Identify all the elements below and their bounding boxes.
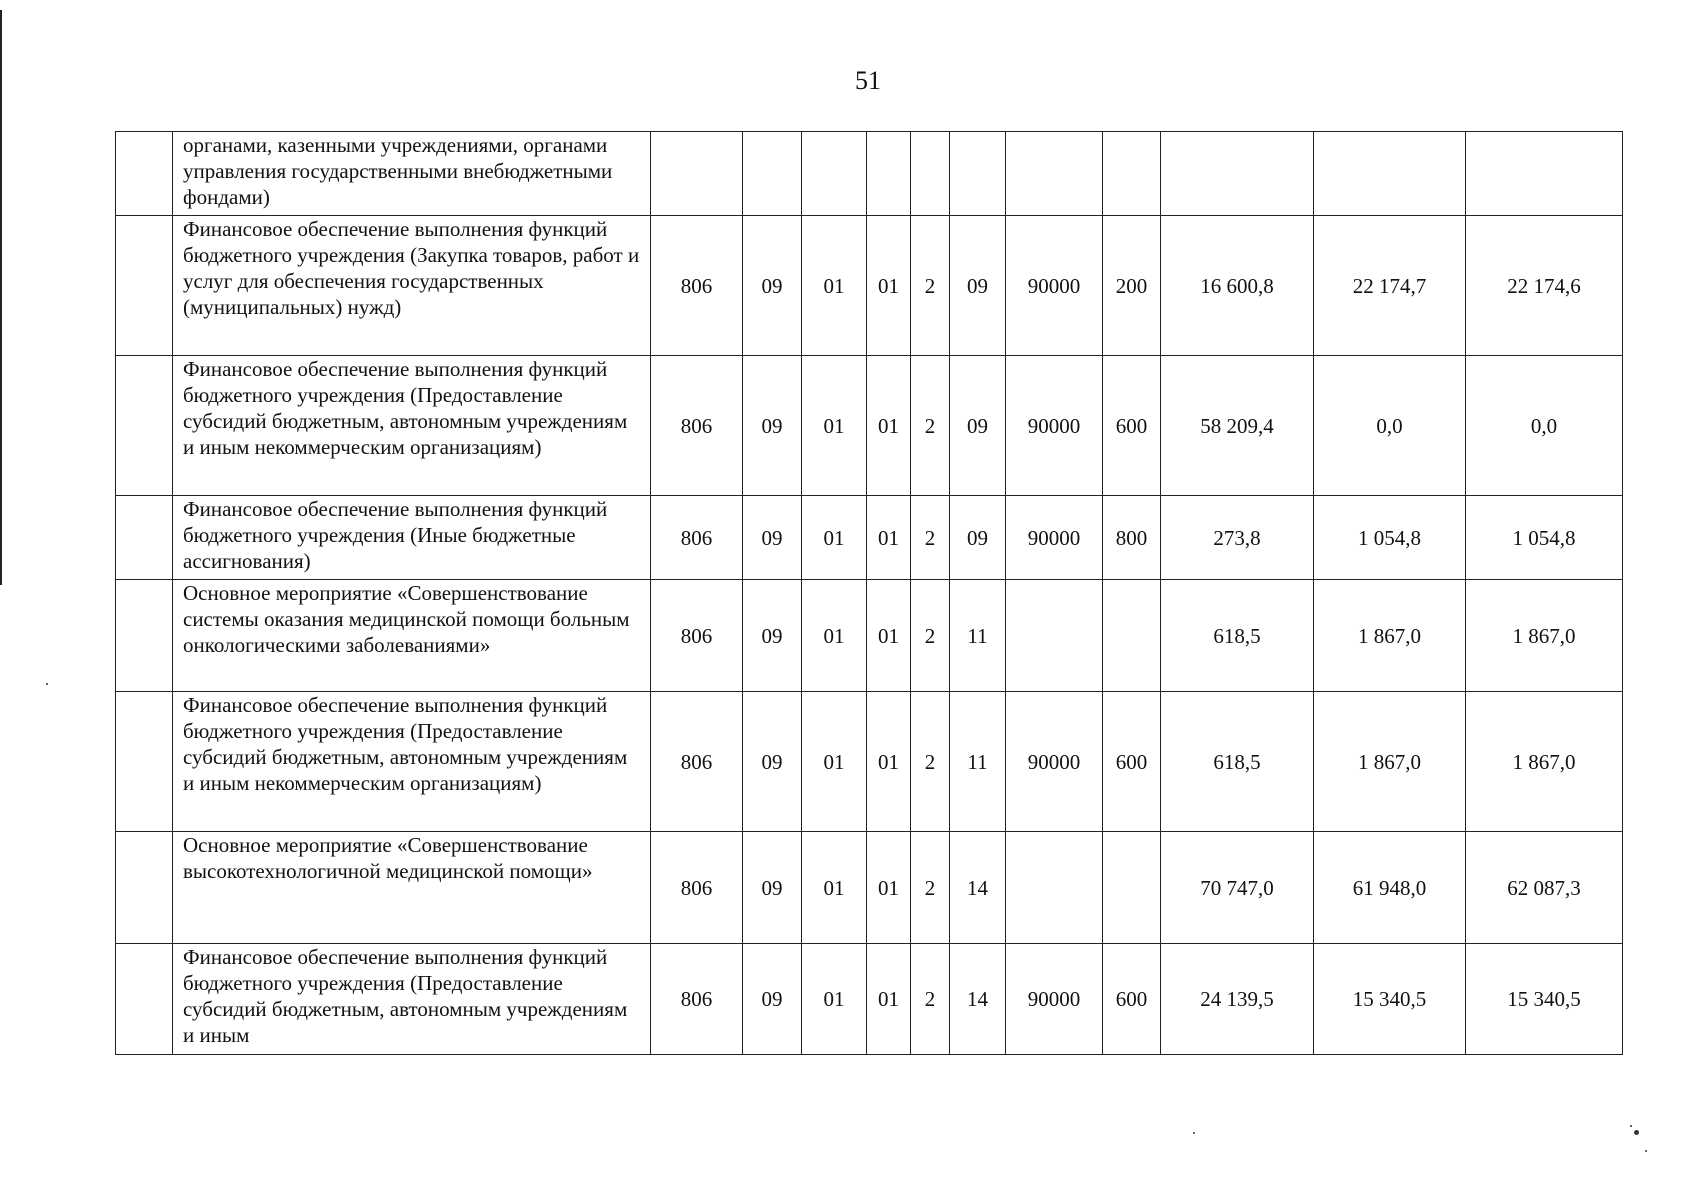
amount-year1-cell: 16 600,8: [1161, 216, 1314, 356]
subprogram-code-cell: 2: [911, 356, 950, 496]
table-body: [116, 132, 1623, 1055]
event-code-cell: 11: [950, 692, 1006, 832]
ministry-code-cell: 806: [651, 356, 743, 496]
table-row: [116, 356, 1623, 496]
expense-type-cell: 600: [1103, 944, 1161, 1055]
amount-year2-cell: 22 174,7: [1314, 216, 1466, 356]
amount-year1-cell: 273,8: [1161, 496, 1314, 580]
table-row: [116, 132, 1623, 216]
direction-code-cell: 90000: [1006, 692, 1103, 832]
amount-year3-cell: 1 867,0: [1466, 580, 1623, 692]
event-code-cell: 14: [950, 944, 1006, 1055]
expense-type-cell: [1103, 832, 1161, 944]
row-index-cell: [116, 216, 173, 356]
description-cell: Финансовое обеспечение выполнения функций бюджетного учреждения (Предоставление субсидий бюджетным, автономным учреждениям и иным некоммерческим организациям): [173, 692, 651, 832]
expense-type-cell: 800: [1103, 496, 1161, 580]
amount-year1-cell: 618,5: [1161, 580, 1314, 692]
table-row: [116, 832, 1623, 944]
budget-table: [115, 131, 1623, 1055]
amount-year1-cell: 70 747,0: [1161, 832, 1314, 944]
expense-type-cell: 200: [1103, 216, 1161, 356]
program-code-cell: 01: [867, 216, 911, 356]
event-code-cell: [950, 132, 1006, 216]
direction-code-cell: 90000: [1006, 216, 1103, 356]
subprogram-code-cell: 2: [911, 944, 950, 1055]
event-code-cell: 11: [950, 580, 1006, 692]
amount-year3-cell: [1466, 132, 1623, 216]
description-cell: Основное мероприятие «Совершенствование высокотехнологичной медицинской помощи»: [173, 832, 651, 944]
event-code-cell: 09: [950, 356, 1006, 496]
expense-type-cell: 600: [1103, 692, 1161, 832]
expense-type-cell: [1103, 580, 1161, 692]
ministry-code-cell: 806: [651, 216, 743, 356]
section-code-cell: 09: [743, 216, 802, 356]
description-cell: Основное мероприятие «Совершенствование системы оказания медицинской помощи больным онкологическими заболеваниями»: [173, 580, 651, 692]
section-code-cell: 09: [743, 692, 802, 832]
amount-year1-cell: [1161, 132, 1314, 216]
description-cell: Финансовое обеспечение выполнения функций бюджетного учреждения (Предоставление субсидий бюджетным, автономным учреждениям и иным некоммерческим организациям): [173, 356, 651, 496]
section-code-cell: 09: [743, 944, 802, 1055]
table-row: [116, 496, 1623, 580]
program-code-cell: 01: [867, 944, 911, 1055]
row-index-cell: [116, 132, 173, 216]
amount-year1-cell: 24 139,5: [1161, 944, 1314, 1055]
subprogram-code-cell: 2: [911, 216, 950, 356]
row-index-cell: [116, 692, 173, 832]
subsection-code-cell: [802, 132, 867, 216]
row-index-cell: [116, 496, 173, 580]
direction-code-cell: [1006, 580, 1103, 692]
expense-type-cell: [1103, 132, 1161, 216]
subprogram-code-cell: 2: [911, 832, 950, 944]
amount-year3-cell: 1 054,8: [1466, 496, 1623, 580]
direction-code-cell: 90000: [1006, 496, 1103, 580]
description-cell: Финансовое обеспечение выполнения функций бюджетного учреждения (Предоставление субсидий бюджетным, автономным учреждениям и иным: [173, 944, 651, 1055]
amount-year3-cell: 1 867,0: [1466, 692, 1623, 832]
subsection-code-cell: 01: [802, 692, 867, 832]
amount-year3-cell: 22 174,6: [1466, 216, 1623, 356]
row-index-cell: [116, 356, 173, 496]
table-row: [116, 692, 1623, 832]
amount-year1-cell: 618,5: [1161, 692, 1314, 832]
amount-year2-cell: 61 948,0: [1314, 832, 1466, 944]
subsection-code-cell: 01: [802, 580, 867, 692]
program-code-cell: 01: [867, 496, 911, 580]
program-code-cell: 01: [867, 832, 911, 944]
amount-year2-cell: [1314, 132, 1466, 216]
amount-year2-cell: 1 054,8: [1314, 496, 1466, 580]
scan-edge-line: [0, 10, 2, 585]
subprogram-code-cell: [911, 132, 950, 216]
subsection-code-cell: 01: [802, 216, 867, 356]
program-code-cell: 01: [867, 356, 911, 496]
amount-year2-cell: 1 867,0: [1314, 692, 1466, 832]
event-code-cell: 14: [950, 832, 1006, 944]
section-code-cell: 09: [743, 832, 802, 944]
direction-code-cell: [1006, 132, 1103, 216]
ministry-code-cell: 806: [651, 692, 743, 832]
table-row: [116, 580, 1623, 692]
subsection-code-cell: 01: [802, 944, 867, 1055]
section-code-cell: 09: [743, 356, 802, 496]
subsection-code-cell: 01: [802, 496, 867, 580]
table-row: [116, 944, 1623, 1055]
program-code-cell: 01: [867, 692, 911, 832]
section-code-cell: [743, 132, 802, 216]
row-index-cell: [116, 580, 173, 692]
subsection-code-cell: 01: [802, 832, 867, 944]
event-code-cell: 09: [950, 216, 1006, 356]
row-index-cell: [116, 944, 173, 1055]
amount-year2-cell: 1 867,0: [1314, 580, 1466, 692]
expense-type-cell: 600: [1103, 356, 1161, 496]
amount-year3-cell: 15 340,5: [1466, 944, 1623, 1055]
ministry-code-cell: 806: [651, 944, 743, 1055]
ministry-code-cell: 806: [651, 580, 743, 692]
direction-code-cell: 90000: [1006, 944, 1103, 1055]
section-code-cell: 09: [743, 580, 802, 692]
program-code-cell: 01: [867, 580, 911, 692]
subprogram-code-cell: 2: [911, 692, 950, 832]
ministry-code-cell: [651, 132, 743, 216]
table-row: [116, 216, 1623, 356]
ministry-code-cell: 806: [651, 832, 743, 944]
direction-code-cell: [1006, 832, 1103, 944]
amount-year1-cell: 58 209,4: [1161, 356, 1314, 496]
row-index-cell: [116, 832, 173, 944]
subprogram-code-cell: 2: [911, 496, 950, 580]
ministry-code-cell: 806: [651, 496, 743, 580]
page-number: 51: [855, 66, 881, 95]
event-code-cell: 09: [950, 496, 1006, 580]
amount-year3-cell: 0,0: [1466, 356, 1623, 496]
amount-year2-cell: 0,0: [1314, 356, 1466, 496]
direction-code-cell: 90000: [1006, 356, 1103, 496]
section-code-cell: 09: [743, 496, 802, 580]
description-cell: органами, казенными учреждениями, органами управления государственными внебюджетными фондами): [173, 132, 651, 216]
program-code-cell: [867, 132, 911, 216]
description-cell: Финансовое обеспечение выполнения функций бюджетного учреждения (Закупка товаров, работ и услуг для обеспечения государственных (муниципальных) нужд): [173, 216, 651, 356]
subsection-code-cell: 01: [802, 356, 867, 496]
amount-year3-cell: 62 087,3: [1466, 832, 1623, 944]
description-cell: Финансовое обеспечение выполнения функций бюджетного учреждения (Иные бюджетные ассигнования): [173, 496, 651, 580]
subprogram-code-cell: 2: [911, 580, 950, 692]
amount-year2-cell: 15 340,5: [1314, 944, 1466, 1055]
